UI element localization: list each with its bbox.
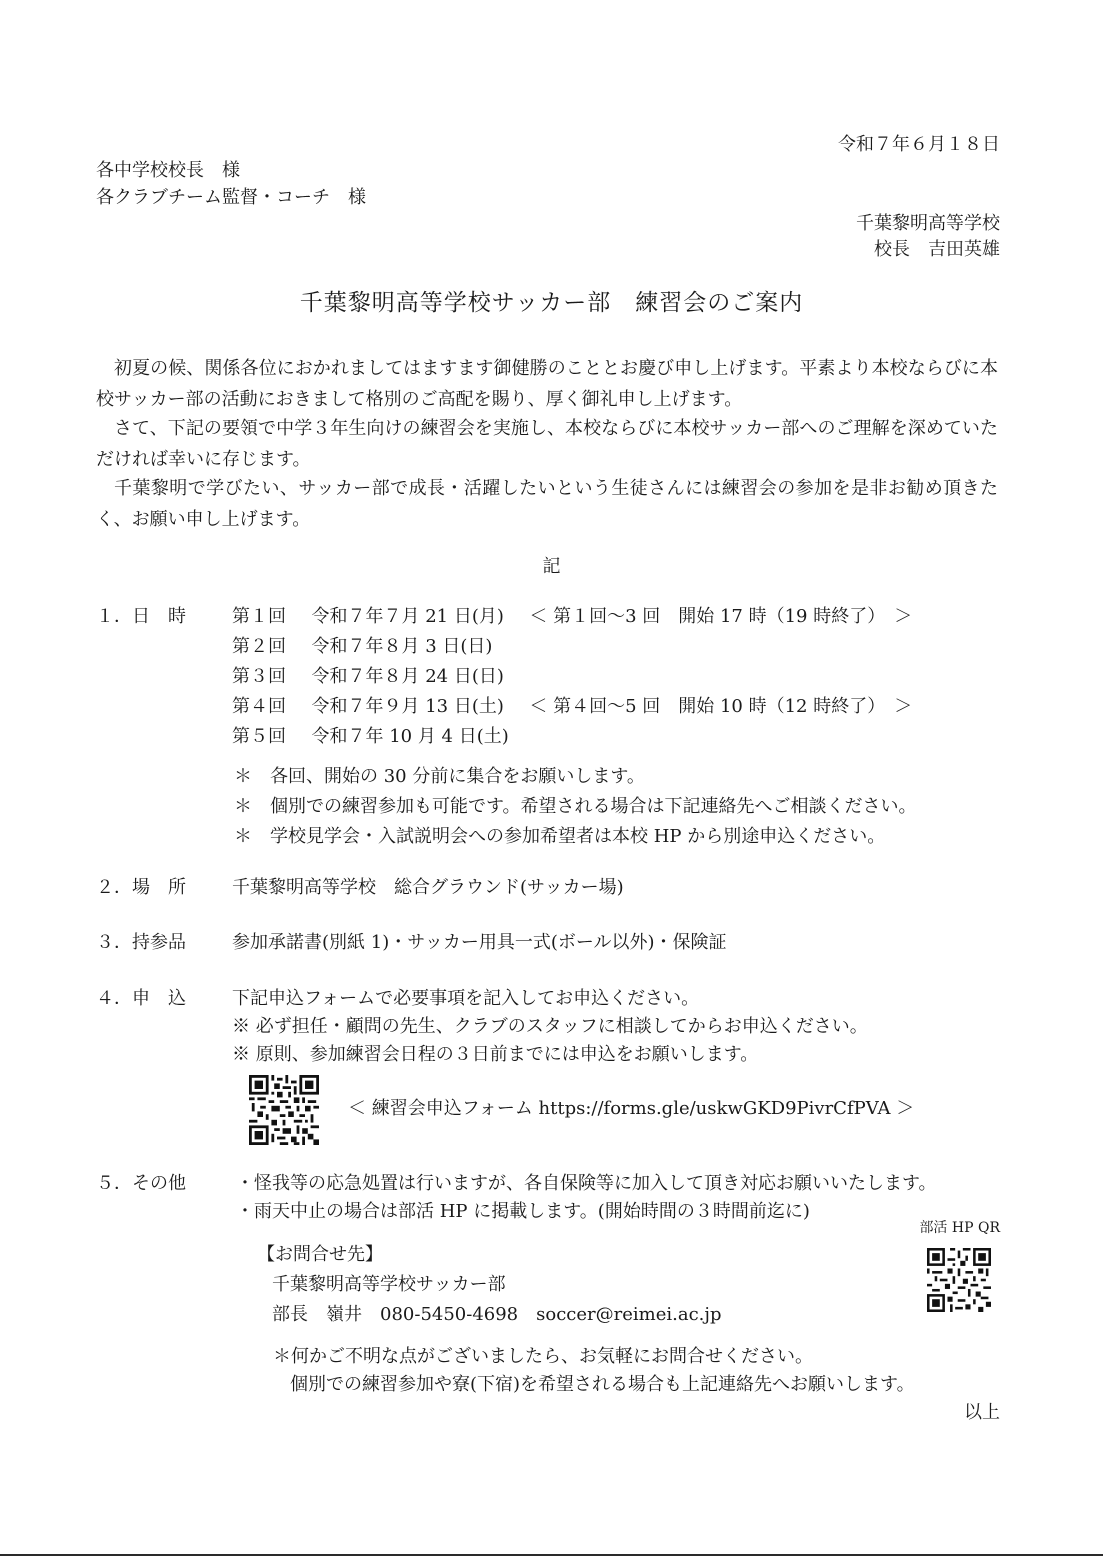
sender-principal: 校長 吉田英雄	[874, 239, 1000, 260]
item-1-label: １．日 時	[96, 606, 186, 627]
closing-note: ＊何かご不明な点がございましたら、お気軽にお問合せください。	[273, 1346, 813, 1367]
body-paragraph-2: さて、下記の要領で中学３年生向けの練習会を実施し、本校ならびに本校サッカー部へのご理解を深めていただければ幸いに存じます。	[96, 418, 998, 470]
venue-value: 千葉黎明高等学校 総合グラウンド(サッカー場)	[232, 877, 624, 898]
session-number: 第３回	[232, 666, 286, 687]
form-link-text[interactable]: ＜ 練習会申込フォーム https://forms.gle/uskwGKD9PivrCfPVA ＞	[348, 1098, 915, 1119]
session-date: 令和７年８月 24 日(日)	[311, 666, 504, 687]
session-date: 令和７年９月 13 日(土)	[311, 696, 504, 717]
session-number: 第１回	[232, 606, 286, 627]
issue-date: 令和７年６月１８日	[838, 134, 1000, 155]
session-number: 第４回	[232, 696, 286, 717]
document-title: 千葉黎明高等学校サッカー部 練習会のご案内	[299, 290, 804, 316]
session-row	[232, 724, 509, 750]
body-paragraph-1: 初夏の候、関係各位におかれましてはますます御健勝のこととお慶び申し上げます。平素より本校ならびに本校サッカー部の活動におきまして格別のご高配を賜り、厚く御礼申し上げます。	[96, 358, 998, 410]
bottom-edge-rule	[0, 1554, 1103, 1556]
club-hp-qr-code-icon[interactable]	[927, 1248, 991, 1312]
other-line: ・怪我等の応急処置は行いますが、各自保険等に加入して頂き対応お願いいたします。	[236, 1173, 937, 1194]
form-qr-code-icon[interactable]	[249, 1075, 319, 1145]
recipient-line: 各中学校校長 様	[96, 160, 240, 181]
item-4-label: ４．申 込	[96, 988, 186, 1009]
closing-note: 個別での練習参加や寮(下宿)を希望される場合も上記連絡先へお願いします。	[290, 1374, 915, 1395]
session-date: 令和７年８月 3 日(日)	[311, 636, 493, 657]
other-line: ・雨天中止の場合は部活 HP に掲載します。(開始時間の３時間前迄に)	[236, 1201, 810, 1222]
ijo-closing: 以上	[964, 1402, 1000, 1423]
contact-person: 部長 嶺井 080-5450-4698 soccer@reimei.ac.jp	[272, 1304, 722, 1325]
application-line: ※ 原則、参加練習会日程の３日前までには申込をお願いします。	[232, 1044, 759, 1065]
session-date: 令和７年７月 21 日(月)	[311, 606, 504, 627]
ki-heading: 記	[542, 556, 561, 577]
session-note: ＜ 第１回〜3 回 開始 17 時（19 時終了） ＞	[529, 606, 913, 627]
session-row	[232, 664, 504, 690]
item-5-label: ５．その他	[96, 1173, 186, 1194]
schedule-note: ＊ 個別での練習参加も可能です。希望される場合は下記連絡先へご相談ください。	[234, 796, 917, 817]
session-row	[232, 634, 492, 660]
club-hp-qr-label: 部活 HP QR	[919, 1220, 1000, 1236]
sender-school: 千葉黎明高等学校	[856, 213, 1000, 234]
session-number: 第５回	[232, 726, 286, 747]
contact-org: 千葉黎明高等学校サッカー部	[272, 1274, 506, 1295]
application-line: ※ 必ず担任・顧問の先生、クラブのスタッフに相談してからお申込ください。	[232, 1016, 868, 1037]
session-number: 第２回	[232, 636, 286, 657]
recipient-line: 各クラブチーム監督・コーチ 様	[96, 187, 366, 208]
application-line: 下記申込フォームで必要事項を記入してお申込ください。	[232, 988, 700, 1009]
session-row	[232, 694, 912, 720]
item-2-label: ２．場 所	[96, 877, 186, 898]
schedule-note: ＊ 各回、開始の 30 分前に集合をお願いします。	[234, 766, 645, 787]
item-3-label: ３．持参品	[96, 932, 186, 953]
session-row	[232, 604, 912, 630]
session-date: 令和７年 10 月 4 日(土)	[311, 726, 509, 747]
session-note: ＜ 第４回〜5 回 開始 10 時（12 時終了） ＞	[529, 696, 913, 717]
body-paragraph-3: 千葉黎明で学びたい、サッカー部で成長・活躍したいという生徒さんには練習会の参加を是非お勧め頂きたく、お願い申し上げます。	[96, 478, 998, 530]
schedule-note: ＊ 学校見学会・入試説明会への参加希望者は本校 HP から別途申込ください。	[234, 826, 886, 847]
contact-heading: 【お問合せ先】	[257, 1244, 383, 1265]
belongings-value: 参加承諾書(別紙 1)・サッカー用具一式(ボール以外)・保険証	[232, 932, 727, 953]
